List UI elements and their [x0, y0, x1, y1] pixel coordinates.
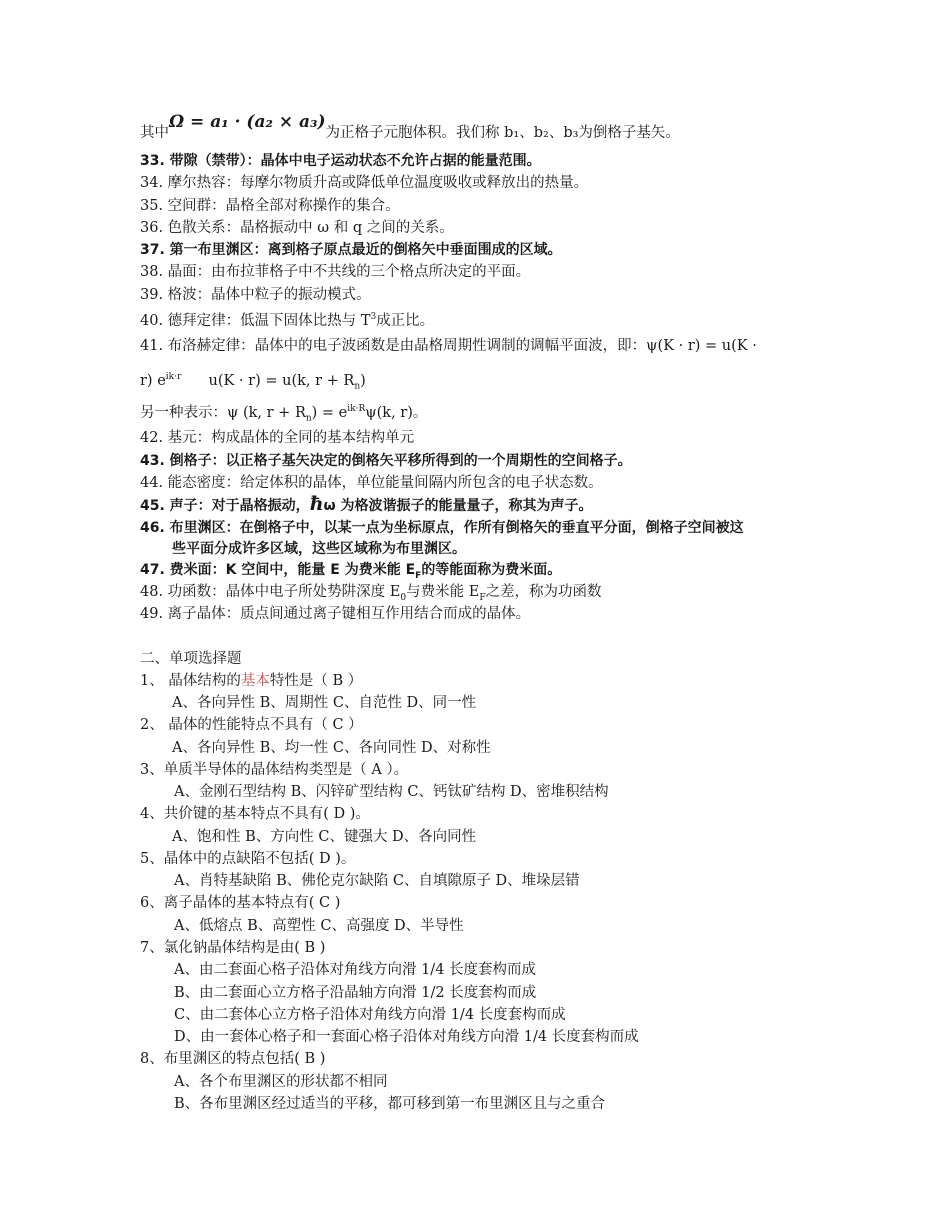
def-42: 42. 基元：构成晶体的全同的基本结构单元	[140, 430, 415, 446]
question-1	[140, 671, 362, 691]
hbar-symbol: ħ	[309, 493, 324, 515]
question-8: 8、布里渊区的特点包括( B )	[140, 1051, 326, 1067]
q1-highlight: 基本	[240, 673, 270, 689]
question-8-option-a: A、各个布里渊区的形状都不相同	[174, 1074, 388, 1090]
alt-mid: ) = e	[311, 404, 348, 421]
question-7-option-a: A、由二套面心格子沿体对角线方向滑 1/4 长度套构而成	[174, 962, 537, 978]
question-7: 7、氯化钠晶体结构是由( B )	[140, 940, 326, 956]
def-47-tail: 的等能面称为费米面。	[421, 562, 562, 578]
question-3: 3、单质半导体的晶体结构类型是（ A ）。	[140, 762, 409, 778]
cell-volume-formula: Ω = a₁ · (a₂ × a₃)	[169, 112, 326, 132]
def-41-r: r) e	[140, 372, 166, 389]
question-7-option-c: C、由二套体心立方格子沿体对角线方向滑 1/4 长度套构而成	[174, 1007, 566, 1023]
question-6: 6、离子晶体的基本特点有( C )	[140, 895, 341, 911]
def-40-text: 40. 德拜定律：低温下固体比热与 T	[140, 312, 371, 329]
intro-line	[140, 112, 680, 143]
def-48-mid: 与费米能 E	[406, 584, 480, 600]
q1-tail: 特性是（ B ）	[269, 673, 363, 689]
def-46-line2: 些平面分成许多区域，这些区域称为布里渊区。	[172, 541, 466, 557]
def-48-subF: F	[479, 592, 486, 603]
section-title: 二、单项选择题	[140, 651, 242, 667]
def-48-sub0: 0	[400, 592, 407, 603]
intro-prefix: 其中	[140, 125, 169, 141]
intro-suffix: 为正格子元胞体积。我们称 b₁、b₂、b₃为倒格子基矢。	[325, 125, 680, 141]
def-43: 43. 倒格子：以正格子基矢决定的倒格矢平移所得到的一个周期性的空间格子。	[140, 453, 632, 469]
def-48-text: 48. 功函数：晶体中电子所处势阱深度 E	[140, 584, 401, 600]
def-40-tail: 成正比。	[376, 312, 435, 329]
question-2-options: A、各向异性 B、均一性 C、各向同性 D、对称性	[172, 740, 491, 756]
question-1-options: A、各向异性 B、周期性 C、自范性 D、同一性	[172, 695, 477, 711]
alt-subscript: n	[305, 413, 312, 424]
def-36: 36. 色散关系：晶格振动中 ω 和 q 之间的关系。	[140, 220, 454, 236]
question-6-options: A、低熔点 B、高塑性 C、高强度 D、半导性	[174, 918, 464, 934]
question-5-options: A、肖特基缺陷 B、佛伦克尔缺陷 C、自填隙原子 D、堆垛层错	[174, 873, 580, 889]
alt-text: 另一种表示：ψ (k, r + R	[140, 404, 306, 421]
question-7-option-d: D、由一套体心格子和一套面心格子沿体对角线方向滑 1/4 长度套构而成	[174, 1029, 639, 1045]
def-45	[140, 494, 593, 516]
def-45-text: 45. 声子：对于晶格振动，	[140, 498, 310, 514]
def-34: 34. 摩尔热容：每摩尔物质升高或降低单位温度吸收或释放出的热量。	[140, 175, 589, 191]
q1-text: 1、 晶体结构的	[140, 673, 241, 689]
alt-exponent: ik·R	[347, 404, 366, 414]
def-38: 38. 晶面：由布拉菲格子中不共线的三个格点所决定的平面。	[140, 264, 531, 280]
def-40-exponent: 3	[370, 312, 377, 322]
def-33: 33. 带隙（禁带）：晶体中电子运动状态不允许占据的能量范围。	[140, 153, 541, 169]
def-41-subscript: n	[354, 381, 361, 392]
def-37: 37. 第一布里渊区：离到格子原点最近的倒格矢中垂面围成的区域。	[140, 242, 562, 258]
question-7-option-b: B、由二套面心立方格子沿晶轴方向滑 1/2 长度套构而成	[174, 985, 537, 1001]
question-3-options: A、金刚石型结构 B、闪锌矿型结构 C、钙钛矿结构 D、密堆积结构	[174, 784, 609, 800]
alt-tail: ψ(k, r)。	[365, 404, 428, 421]
def-46-line1: 46. 布里渊区：在倒格子中，以某一点为坐标原点，作所有倒格矢的垂直平分面，倒格子空间被这	[140, 520, 744, 536]
question-4: 4、共价键的基本特点不具有( D )。	[140, 806, 370, 822]
def-49: 49. 离子晶体：质点间通过离子键相互作用结合而成的晶体。	[140, 606, 531, 622]
question-2: 2、 晶体的性能特点不具有（ C ）	[140, 717, 363, 733]
question-5: 5、晶体中的点缺陷不包括( D )。	[140, 851, 356, 867]
def-39: 39. 格波：晶体中粒子的振动模式。	[140, 287, 371, 303]
def-44: 44. 能态密度：给定体积的晶体，单位能量间隔内所包含的电子状态数。	[140, 475, 603, 491]
def-41-close: )	[360, 372, 366, 389]
question-8-option-b: B、各布里渊区经过适当的平移，都可移到第一布里渊区且与之重合	[174, 1096, 606, 1112]
def-41-u: u(K · r) = u(k, r + R	[208, 372, 355, 389]
def-41-alt	[140, 399, 427, 429]
def-47-text: 47. 费米面：K 空间中，能量 E 为费米能 E	[140, 562, 416, 578]
question-4-options: A、饱和性 B、方向性 C、键强大 D、各向同性	[172, 829, 477, 845]
def-41-exponent: ik·r	[165, 372, 182, 382]
def-35: 35. 空间群：晶格全部对称操作的集合。	[140, 198, 400, 214]
def-40	[140, 307, 434, 331]
def-48-tail: 之差，称为功函数	[485, 584, 602, 600]
def-47-subscript: F	[415, 570, 422, 581]
def-41-line2	[140, 367, 366, 397]
def-45-tail: ω 为格波谐振子的能量量子，称其为声子。	[323, 498, 593, 514]
def-41-line1: 41. 布洛赫定律：晶体中的电子波函数是由晶格周期性调制的调幅平面波，即：ψ(K · r) = u(K ·	[140, 338, 757, 354]
